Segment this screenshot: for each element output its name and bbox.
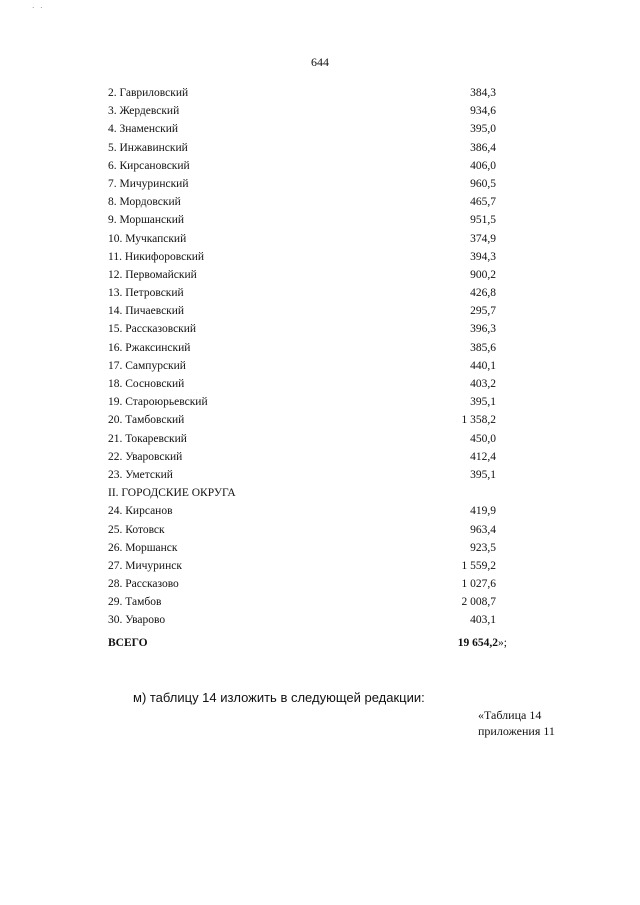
district-value: 384,3 [470,87,496,99]
district-name: 8. Мордовский [108,196,181,209]
table-row [0,269,640,287]
district-name: 25. Котовск [108,523,165,536]
district-value: 951,5 [470,214,496,227]
district-value: 406,0 [470,159,496,172]
district-name: 3. Жердевский [108,105,180,118]
total-label: ВСЕГО [108,636,148,649]
table-row [0,596,640,614]
district-name: 13. Петровский [108,287,184,300]
district-value: 394,3 [470,250,496,263]
district-name: 12. Первомайский [108,268,197,281]
district-value: 412,4 [470,450,496,463]
district-name: 5. Инжавинский [108,141,188,154]
district-name: 6. Кирсановский [108,159,190,172]
district-name: 30. Уварово [108,614,166,627]
district-name: 11. Никифоровский [108,250,205,263]
district-value: 396,3 [470,323,496,336]
district-value: 2 008,7 [461,596,496,609]
district-value: 419,9 [470,505,496,518]
table-row [0,451,640,469]
total-value [458,637,507,649]
table-row [0,105,640,123]
district-name: 10. Мучкапский [108,232,187,245]
district-value: 395,1 [470,468,496,481]
district-value: 440,1 [470,359,496,372]
district-value: 395,1 [470,396,496,409]
table-row [0,196,640,214]
table-row [0,414,640,432]
data-table [0,87,640,655]
district-value: 295,7 [470,305,496,318]
table-row [0,487,640,505]
table-caption-line1: «Таблица 14 [478,708,542,722]
district-name: 22. Уваровский [108,450,183,463]
district-value: 1 358,2 [461,414,496,427]
table-row [0,233,640,251]
table-caption-line2: приложения 11 [478,724,555,738]
table-row [0,578,640,596]
table-row [0,87,640,105]
table-row [0,305,640,323]
page-number: 644 [311,55,329,69]
district-name: 24. Кирсанов [108,505,173,518]
table-row [0,433,640,451]
table-row [0,505,640,523]
district-value: 963,4 [470,523,496,536]
district-value: 395,0 [470,123,496,136]
district-name: 9. Моршанский [108,214,185,227]
table-row [0,251,640,269]
district-name: 20. Тамбовский [108,414,185,427]
table-row [0,214,640,232]
district-name: 4. Знаменский [108,123,179,136]
district-name: 17. Сампурский [108,359,186,372]
district-name: 21. Токаревский [108,432,187,445]
district-value: 960,5 [470,177,496,190]
table-row [0,142,640,160]
scan-marks: · · [32,4,45,12]
district-value: 450,0 [470,432,496,445]
table-row [0,323,640,341]
table-row [0,123,640,141]
district-name: 27. Мичуринск [108,559,182,572]
total-row [0,637,640,655]
district-value: 426,8 [470,287,496,300]
table-caption [478,707,555,739]
table-row [0,160,640,178]
district-name: 16. Ржаксинский [108,341,191,354]
district-name: 26. Моршанск [108,541,178,554]
district-name: 23. Уметский [108,468,173,481]
table-row [0,378,640,396]
table-row [0,524,640,542]
district-name: 14. Пичаевский [108,305,185,318]
table-row [0,560,640,578]
total-suffix: »; [498,636,507,649]
district-name: 7. Мичуринский [108,177,189,190]
district-value: 1 027,6 [461,578,496,591]
district-name: 2. Гавриловский [108,87,189,99]
table-row [0,469,640,487]
district-name: 15. Рассказовский [108,323,197,336]
district-name: 18. Сосновский [108,378,185,390]
district-value: 465,7 [470,196,496,209]
district-name: 19. Староюрьевский [108,396,208,409]
district-value: 900,2 [470,268,496,281]
table-row [0,542,640,560]
total-number: 19 654,2 [457,636,499,649]
table-row [0,360,640,378]
table-row [0,287,640,305]
district-value: 403,2 [470,378,496,390]
table-row [0,342,640,360]
district-name: 28. Рассказово [108,578,179,591]
table-row [0,396,640,414]
table-row [0,178,640,196]
district-value: 385,6 [470,341,496,354]
district-value: 934,6 [470,105,496,118]
district-value: 403,1 [470,614,496,627]
district-name: 29. Тамбов [108,596,162,609]
district-value: 1 559,2 [461,559,496,572]
district-value: 386,4 [470,141,496,154]
district-value: 374,9 [470,232,496,245]
district-name: II. ГОРОДСКИЕ ОКРУГА [108,487,236,500]
district-value: 923,5 [470,541,496,554]
table-row [0,614,640,632]
amendment-instruction: м) таблицу 14 изложить в следующей редакции: [133,690,425,705]
